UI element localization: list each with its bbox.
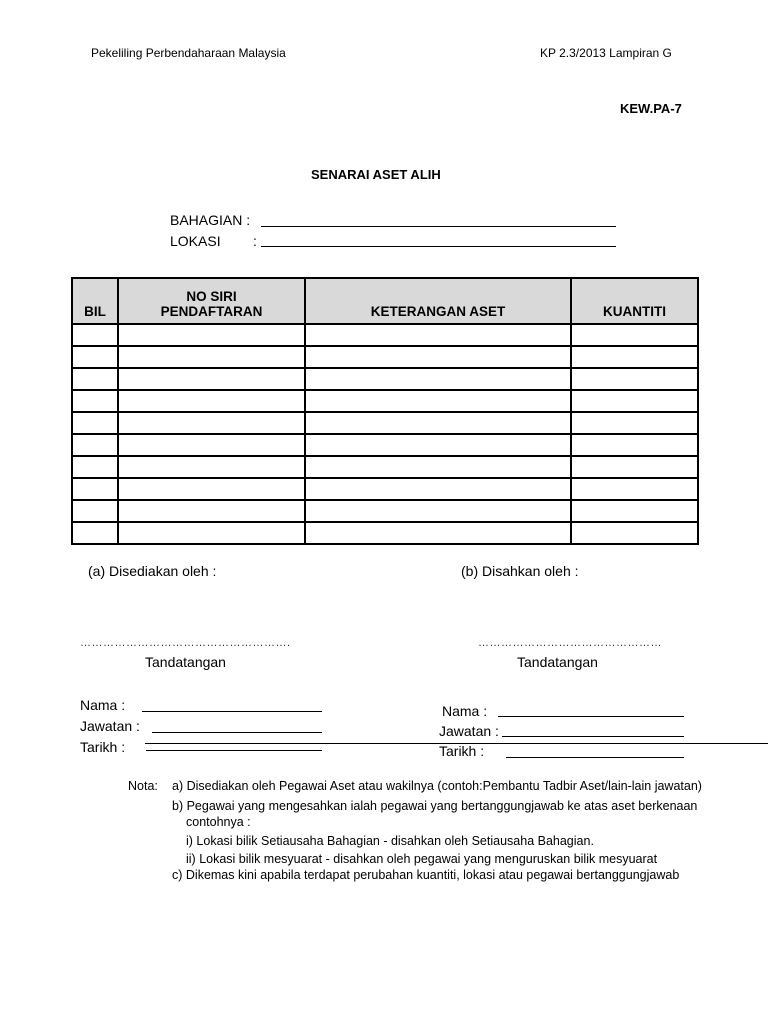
nama-field-a[interactable]: [142, 711, 322, 712]
cell-kuantiti[interactable]: [571, 434, 698, 456]
cell-kuantiti[interactable]: [571, 368, 698, 390]
table-row: [72, 456, 698, 478]
cell-no-siri[interactable]: [118, 390, 305, 412]
header-left: Pekeliling Perbendaharaan Malaysia: [91, 46, 286, 60]
form-code: KEW.PA-7: [620, 101, 682, 116]
table-row: [72, 324, 698, 346]
cell-bil[interactable]: [72, 368, 118, 390]
cell-keterangan[interactable]: [305, 500, 571, 522]
cell-no-siri[interactable]: [118, 368, 305, 390]
tarikh-label-b: Tarikh :: [439, 743, 485, 759]
signature-dots-a[interactable]: ……………………………………………….: [80, 637, 291, 649]
asset-table: [71, 277, 699, 545]
table-header-row: [72, 278, 698, 324]
table-row: [72, 522, 698, 544]
cell-no-siri[interactable]: [118, 478, 305, 500]
cell-keterangan[interactable]: [305, 522, 571, 544]
col-kuantiti: KUANTITI: [571, 278, 698, 324]
cell-bil[interactable]: [72, 390, 118, 412]
note-c: c) Dikemas kini apabila terdapat perubahan kuantiti, lokasi atau pegawai bertanggungjawab: [172, 868, 680, 882]
lokasi-colon: :: [253, 233, 257, 249]
col-no-siri: NO SIRI PENDAFTARAN: [118, 278, 305, 324]
cell-kuantiti[interactable]: [571, 522, 698, 544]
header-right: KP 2.3/2013 Lampiran G: [540, 46, 672, 60]
jawatan-field-a[interactable]: [152, 732, 322, 733]
cell-no-siri[interactable]: [118, 434, 305, 456]
cell-bil[interactable]: [72, 412, 118, 434]
col-bil: BIL: [72, 278, 118, 324]
cell-bil[interactable]: [72, 478, 118, 500]
signature-label-a: Tandatangan: [145, 654, 226, 670]
table-body: [72, 324, 698, 544]
nama-label-b: Nama :: [442, 703, 488, 719]
nama-field-b[interactable]: [498, 716, 684, 717]
cell-keterangan[interactable]: [305, 368, 571, 390]
cell-bil[interactable]: [72, 346, 118, 368]
tarikh-field-b[interactable]: [506, 757, 684, 758]
col-keterangan: KETERANGAN ASET: [305, 278, 571, 324]
bahagian-label: BAHAGIAN :: [170, 212, 251, 228]
cell-bil[interactable]: [72, 522, 118, 544]
page-title: SENARAI ASET ALIH: [311, 167, 441, 182]
divider-line: [145, 743, 768, 744]
cell-bil[interactable]: [72, 434, 118, 456]
cell-kuantiti[interactable]: [571, 500, 698, 522]
cell-kuantiti[interactable]: [571, 412, 698, 434]
note-b2: contohnya :: [186, 815, 251, 829]
cell-keterangan[interactable]: [305, 456, 571, 478]
cell-kuantiti[interactable]: [571, 346, 698, 368]
table-row: [72, 412, 698, 434]
jawatan-field-b[interactable]: [502, 736, 684, 737]
note-b-i: i) Lokasi bilik Setiausaha Bahagian - disahkan oleh Setiausaha Bahagian.: [186, 834, 594, 848]
signature-label-b: Tandatangan: [517, 654, 598, 670]
table-row: [72, 434, 698, 456]
cell-no-siri[interactable]: [118, 522, 305, 544]
cell-kuantiti[interactable]: [571, 456, 698, 478]
cell-no-siri[interactable]: [118, 412, 305, 434]
table-row: [72, 390, 698, 412]
note-a: a) Disediakan oleh Pegawai Aset atau wakilnya (contoh:Pembantu Tadbir Aset/lain-lain jawatan): [172, 779, 702, 793]
prepared-by-label: (a) Disediakan oleh :: [88, 563, 217, 579]
cell-keterangan[interactable]: [305, 390, 571, 412]
tarikh-field-a[interactable]: [146, 750, 322, 751]
cell-no-siri[interactable]: [118, 346, 305, 368]
cell-keterangan[interactable]: [305, 324, 571, 346]
cell-keterangan[interactable]: [305, 346, 571, 368]
table-row: [72, 368, 698, 390]
table-row: [72, 346, 698, 368]
cell-keterangan[interactable]: [305, 478, 571, 500]
cell-no-siri[interactable]: [118, 324, 305, 346]
verified-by-label: (b) Disahkan oleh :: [461, 563, 579, 579]
bahagian-field[interactable]: [261, 226, 616, 227]
cell-keterangan[interactable]: [305, 434, 571, 456]
cell-bil[interactable]: [72, 456, 118, 478]
lokasi-label: LOKASI: [170, 233, 221, 249]
note-b1: b) Pegawai yang mengesahkan ialah pegawai yang bertanggungjawab ke atas aset berkenaan: [172, 799, 698, 813]
signature-dots-b[interactable]: …………………………………………: [478, 637, 662, 649]
cell-kuantiti[interactable]: [571, 324, 698, 346]
nama-label-a: Nama :: [80, 697, 126, 713]
cell-kuantiti[interactable]: [571, 478, 698, 500]
table-row: [72, 500, 698, 522]
cell-bil[interactable]: [72, 500, 118, 522]
table-row: [72, 478, 698, 500]
jawatan-label-a: Jawatan :: [80, 718, 140, 734]
cell-keterangan[interactable]: [305, 412, 571, 434]
cell-no-siri[interactable]: [118, 500, 305, 522]
notes-label: Nota:: [128, 779, 158, 793]
cell-kuantiti[interactable]: [571, 390, 698, 412]
note-b-ii: ii) Lokasi bilik mesyuarat - disahkan oleh pegawai yang menguruskan bilik mesyuarat: [186, 852, 658, 866]
lokasi-field[interactable]: [261, 246, 616, 247]
cell-no-siri[interactable]: [118, 456, 305, 478]
tarikh-label-a: Tarikh :: [80, 739, 126, 755]
jawatan-label-b: Jawatan :: [439, 723, 499, 739]
cell-bil[interactable]: [72, 324, 118, 346]
